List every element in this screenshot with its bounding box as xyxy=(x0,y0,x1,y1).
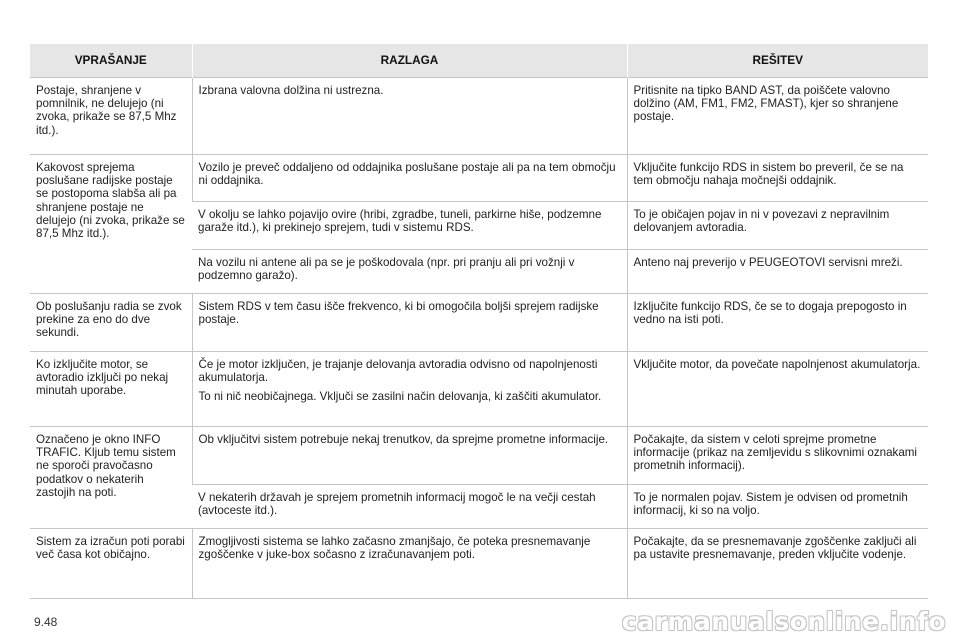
solution-cell: Pritisnite na tipko BAND AST, da poiščete valovno dolžino (AM, FM1, FM2, FMAST), kjer so shranjene postaje. xyxy=(627,78,928,155)
explanation-text: Sistem RDS v tem času išče frekvenco, ki bi omogočila boljši sprejem radijske postaje. xyxy=(198,300,599,327)
question-cell: Sistem za izračun poti porabi več časa kot običajno. xyxy=(30,529,192,599)
solution-cell: Vključite funkcijo RDS in sistem bo preveril, če se na tem območju nahaja močnejši oddajnik. xyxy=(627,155,928,202)
explanation-text: Vozilo je preveč oddaljeno od oddajnika poslušane postaje ali pa na tem območju ni oddajnika. xyxy=(198,161,616,188)
question-cell: Označeno je okno INFO TRAFIC. Kljub temu sistem ne sporoči pravočasno podatkov o nekaterih zastojih na poti. xyxy=(30,427,192,529)
explanation-text: Ob vključitvi sistem potrebuje nekaj trenutkov, da sprejme prometne informacije. xyxy=(198,433,609,446)
solution-cell: Počakajte, da se presnemavanje zgoščenke zaključi ali pa ustavite presnemavanje, preden vključite vodenje. xyxy=(627,529,928,599)
question-cell: Ob poslušanju radia se zvok prekine za eno do dve sekundi. xyxy=(30,294,192,352)
question-cell: Postaje, shranjene v pomnilnik, ne delujejo (ni zvoka, prikaže se 87,5 Mhz itd.). xyxy=(30,78,192,155)
explanation-cell xyxy=(192,427,627,485)
header-solution: REŠITEV xyxy=(627,44,928,78)
troubleshooting-table xyxy=(30,44,928,599)
table-row xyxy=(30,427,928,485)
explanation-cell xyxy=(192,294,627,352)
header-question: VPRAŠANJE xyxy=(30,44,192,78)
table-row xyxy=(30,78,928,155)
explanation-cell xyxy=(192,250,627,294)
solution-cell: Vključite motor, da povečate napolnjenost akumulatorja. xyxy=(627,352,928,427)
solution-cell: Izključite funkcijo RDS, če se to dogaja prepogosto in vedno na isti poti. xyxy=(627,294,928,352)
explanation-cell xyxy=(192,352,627,427)
explanation-text: V okolju se lahko pojavijo ovire (hribi, zgradbe, tuneli, parkirne hiše, podzemne garaže itd.), ki prekinejo sprejem, tudi v sistemu RDS. xyxy=(198,208,602,235)
page-number: 9.48 xyxy=(34,615,58,629)
question-cell: Ko izključite motor, se avtoradio izključi po nekaj minutah uporabe. xyxy=(30,352,192,427)
explanation-text: Če je motor izključen, je trajanje delovanja avtoradia odvisno od napolnjenosti akumulatorja. xyxy=(198,358,598,385)
solution-cell: To je običajen pojav in ni v povezavi z nepravilnim delovanjem avtoradia. xyxy=(627,202,928,250)
explanation-text: To ni nič neobičajnega. Vključi se zasilni način delovanja, ki zaščiti akumulator. xyxy=(198,390,602,404)
solution-cell: Anteno naj preverijo v PEUGEOTOVI servisni mreži. xyxy=(627,250,928,294)
table-row xyxy=(30,352,928,427)
table-header-row xyxy=(30,44,928,78)
explanation-cell xyxy=(192,485,627,529)
explanation-cell xyxy=(192,155,627,202)
table-row xyxy=(30,529,928,599)
question-cell: Kakovost sprejema poslušane radijske postaje se postopoma slabša ali pa shranjene postaje ne delujejo (ni zvoka, prikaže se 87,5 Mhz itd.). xyxy=(30,155,192,294)
table-row xyxy=(30,294,928,352)
solution-cell: Počakajte, da sistem v celoti sprejme prometne informacije (prikaz na zemljevidu s slikovnimi oznakami prometnih informacij). xyxy=(627,427,928,485)
explanation-text: V nekaterih državah je sprejem prometnih informacij mogoč le na večji cestah (avtoceste itd.). xyxy=(198,491,596,518)
explanation-text: Zmogljivosti sistema se lahko začasno zmanjšajo, če poteka presnemavanje zgoščenke v juke-box sočasno z izračunavanjem poti. xyxy=(198,535,591,562)
explanation-text: Izbrana valovna dolžina ni ustrezna. xyxy=(198,84,384,97)
explanation-text: Na vozilu ni antene ali pa se je poškodovala (npr. pri pranju ali pri vožnji v podzemno garažo). xyxy=(198,256,575,283)
watermark: carmanualsonline.info xyxy=(621,607,946,636)
explanation-cell xyxy=(192,78,627,155)
table-row xyxy=(30,155,928,202)
troubleshooting-table-container xyxy=(30,44,928,599)
explanation-cell xyxy=(192,529,627,599)
explanation-cell xyxy=(192,202,627,250)
header-explanation: RAZLAGA xyxy=(192,44,627,78)
solution-cell: To je normalen pojav. Sistem je odvisen od prometnih informacij, ki so na voljo. xyxy=(627,485,928,529)
